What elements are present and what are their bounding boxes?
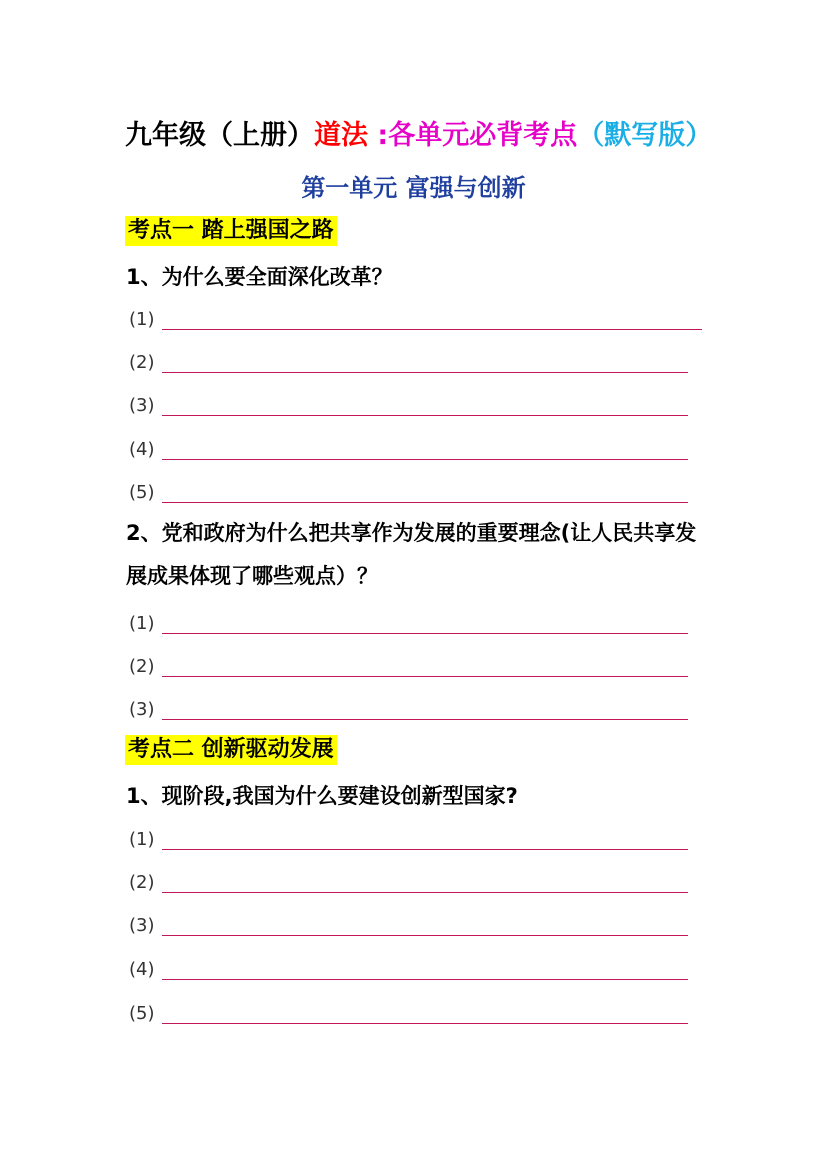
answer-rule: [162, 633, 688, 634]
answer-number: (1): [129, 829, 155, 850]
answer-number: (5): [129, 1003, 155, 1024]
answer-rule: [162, 849, 688, 850]
answer-number: (2): [129, 352, 155, 373]
answer-rule: [162, 892, 688, 893]
answer-rule: [162, 372, 688, 373]
answer-number: (5): [129, 482, 155, 503]
question-1-2: 2、党和政府为什么把共享作为发展的重要理念(让人民共享发展成果体现了哪些观点）？: [126, 521, 697, 588]
title-subject: 道法: [314, 120, 368, 151]
answer-rule: [162, 502, 688, 503]
answer-rule: [162, 935, 688, 936]
answer-number: (3): [129, 395, 155, 416]
answer-rule: [162, 979, 688, 980]
answer-rule: [162, 719, 688, 720]
answer-number: (3): [129, 915, 155, 936]
answer-number: (1): [129, 309, 155, 330]
answer-rule: [162, 329, 702, 330]
question-1-1: 1、为什么要全面深化改革？: [126, 265, 393, 289]
unit-title: 第一单元 富强与创新: [301, 174, 526, 202]
answer-number: (1): [129, 613, 155, 634]
answer-rule: [162, 415, 688, 416]
answer-number: (4): [129, 959, 155, 980]
title-version: （默写版）: [577, 120, 713, 151]
title-topic: :各单元必背考点: [368, 120, 578, 151]
answer-rule: [162, 1023, 688, 1024]
answer-rule: [162, 676, 688, 677]
answer-number: (3): [129, 699, 155, 720]
question-2-1: 1、现阶段,我国为什么要建设创新型国家?: [126, 784, 518, 808]
title-grade: 九年级（上册）: [125, 120, 314, 151]
answer-rule: [162, 459, 688, 460]
section-heading-2: 考点二 创新驱动发展: [125, 735, 337, 765]
page-title: [125, 116, 712, 156]
answer-number: (2): [129, 872, 155, 893]
answer-number: (2): [129, 656, 155, 677]
answer-number: (4): [129, 439, 155, 460]
section-heading-1: 考点一 踏上强国之路: [125, 216, 337, 246]
